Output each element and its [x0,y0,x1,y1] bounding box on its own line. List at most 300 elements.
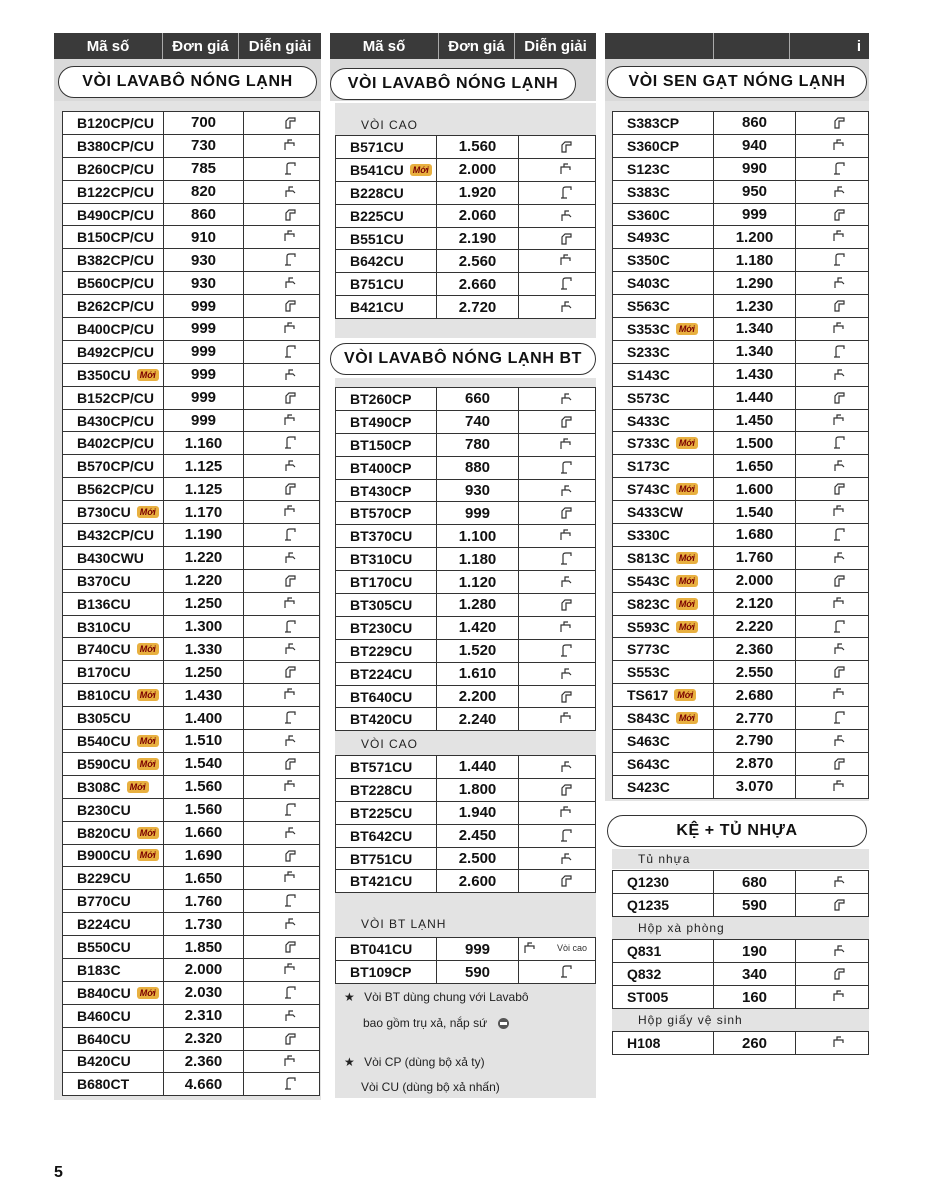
product-code [63,1005,163,1027]
product-price: 1.220 [163,547,243,569]
table-row [336,388,595,411]
faucet-icon [518,640,595,662]
product-code-text: B751CU [350,276,404,293]
table-header [605,33,869,59]
new-badge: Mới [127,781,149,793]
faucet-icon [795,684,868,706]
new-badge: Mới [676,598,698,610]
product-code-text: ST005 [627,989,669,1005]
product-code-text: B730CU [77,504,131,521]
product-code [63,753,163,775]
product-price: 1.430 [713,364,795,386]
faucet-icon [243,1051,319,1073]
product-code [63,112,163,134]
faucet-icon [243,181,319,203]
product-price: 1.100 [436,525,518,547]
price-table-tu-nhua [612,870,869,917]
product-price: 2.120 [713,593,795,615]
faucet-icon [795,776,868,798]
faucet-icon [243,295,319,317]
product-code [336,250,436,272]
faucet-icon [243,455,319,477]
product-price: 1.730 [163,913,243,935]
product-price: 2.770 [713,707,795,729]
product-code-text: S360CP [627,137,680,154]
faucet-icon [518,296,595,318]
table-row [63,936,319,959]
price-table-sen [612,111,869,799]
product-code-text: S383CP [627,114,680,131]
product-price: 3.070 [713,776,795,798]
product-price: 4.660 [163,1073,243,1095]
product-price: 785 [163,158,243,180]
product-code [63,478,163,500]
table-row [336,548,595,571]
product-code-text: BT370CU [350,528,413,545]
product-price: 999 [163,295,243,317]
table-row [63,432,319,455]
product-code-text: B170CU [77,664,131,681]
faucet-icon [795,410,868,432]
faucet-icon [795,616,868,638]
product-code-text: Q1235 [627,897,670,913]
product-code [613,593,713,615]
product-price: 1.560 [436,136,518,158]
faucet-icon [795,249,868,271]
product-price: 2.560 [436,250,518,272]
table-row [613,707,868,730]
table-row [613,524,868,547]
faucet-icon [243,249,319,271]
faucet-icon [243,387,319,409]
table-row [63,387,319,410]
new-badge: Mới [137,987,159,999]
product-code-text: B562CP/CU [77,481,155,498]
table-row [613,295,868,318]
table-row [613,730,868,753]
faucet-icon [243,547,319,569]
product-price: 1.230 [713,295,795,317]
product-code-text: B228CU [350,184,404,201]
product-price: 340 [713,963,795,985]
product-code-text: BT570CP [350,505,412,522]
product-code-text: B550CU [77,939,131,955]
product-price: 160 [713,986,795,1008]
sub-voi-bt-lanh: VÒI BT LẠNH [361,917,447,931]
product-price: 999 [436,938,518,960]
faucet-icon [795,455,868,477]
product-code [63,936,163,958]
table-row [336,205,595,228]
product-price: 1.180 [436,548,518,570]
faucet-icon [795,753,868,775]
new-badge: Mới [676,323,698,335]
table-row [63,707,319,730]
table-row [613,387,868,410]
product-price: 1.125 [163,478,243,500]
table-row [63,249,319,272]
faucet-icon [243,959,319,981]
table-row [63,570,319,593]
faucet-icon [243,272,319,294]
table-row [63,135,319,158]
table-row [63,982,319,1005]
product-code [336,525,436,547]
faucet-icon [795,593,868,615]
faucet-icon [243,1028,319,1050]
table-row [63,204,319,227]
faucet-icon [518,548,595,570]
product-code-text: B640CU [77,1030,131,1047]
table-row [336,756,595,779]
product-code-text: S553C [627,664,670,681]
new-badge: Mới [137,369,159,381]
table-row [63,226,319,249]
faucet-icon [243,135,319,157]
faucet-icon [795,158,868,180]
table-row [336,411,595,434]
product-price: 1.510 [163,730,243,752]
note-1 [344,990,529,1004]
product-code [63,135,163,157]
product-code-text: B551CU [350,230,404,247]
product-code [63,570,163,592]
header-price: Đơn giá [163,33,239,59]
product-price: 1.400 [163,707,243,729]
product-price: 1.920 [436,182,518,204]
product-code [613,249,713,271]
table-row [613,638,868,661]
table-row [613,940,868,963]
table-row [613,181,868,204]
faucet-icon [795,986,868,1008]
product-code-text: BT400CP [350,459,412,476]
column-sen [605,33,869,1052]
product-code-text: B260CP/CU [77,160,155,177]
product-code [63,822,163,844]
product-price: 1.160 [163,432,243,454]
price-table-hop-xa-phong [612,939,869,1009]
table-row [336,250,595,273]
product-code [63,318,163,340]
product-price: 999 [163,410,243,432]
product-code [336,802,436,824]
product-code-text: B136CU [77,595,131,612]
faucet-icon [518,411,595,433]
product-code-text: B430CWU [77,549,144,566]
section-title-lavabo: VÒI LAVABÔ NÓNG LẠNH [330,68,576,100]
new-badge: Mới [676,483,698,495]
product-code-text: BT751CU [350,850,413,867]
product-code [336,848,436,870]
product-code [63,799,163,821]
product-code [336,205,436,227]
table-row [336,663,595,686]
faucet-icon [795,432,868,454]
column-lavabo [54,33,321,1093]
faucet-icon [243,1073,319,1095]
faucet-icon [243,318,319,340]
product-code [63,982,163,1004]
product-code [613,295,713,317]
table-row [63,295,319,318]
product-price: 2.000 [713,570,795,592]
table-row [613,593,868,616]
product-code-text: B642CU [350,253,404,270]
product-code [613,871,713,893]
new-badge: Mới [137,506,159,518]
product-code [63,364,163,386]
product-code-text: B492CP/CU [77,343,155,360]
faucet-icon [243,913,319,935]
product-price: 1.125 [163,455,243,477]
product-code-text: B225CU [350,207,404,224]
table-row [336,802,595,825]
faucet-icon [795,135,868,157]
product-code-text: BT571CU [350,758,413,775]
table-row [63,455,319,478]
product-code-text: BT228CU [350,781,413,798]
product-price: 1.940 [436,802,518,824]
product-code-text: B420CU [77,1053,131,1070]
faucet-icon [518,756,595,778]
price-table-lavabo [62,111,320,1096]
note-1b: bao gồm trụ xả, nắp sứ [363,1016,488,1030]
product-code [63,684,163,706]
faucet-icon [518,825,595,847]
product-price: 1.450 [713,410,795,432]
product-code [336,617,436,639]
product-code-text: BT150CP [350,436,412,453]
table-row [63,684,319,707]
product-code [613,432,713,454]
section-title-sen: VÒI SEN GẠT NÓNG LẠNH [607,66,867,98]
faucet-icon [243,936,319,958]
product-price: 1.540 [163,753,243,775]
product-code-text: BT229CU [350,642,413,659]
faucet-icon [243,661,319,683]
faucet-icon [243,776,319,798]
product-price: 999 [436,502,518,524]
table-row [336,159,595,182]
product-price: 999 [163,364,243,386]
product-code-text: S813C [627,549,670,566]
product-code-text: BT041CU [350,941,413,957]
faucet-icon [518,388,595,410]
product-price: 999 [713,204,795,226]
table-row [336,848,595,871]
table-row [63,318,319,341]
table-row [63,1028,319,1051]
product-price: 1.760 [163,890,243,912]
product-code [63,524,163,546]
product-price: 1.280 [436,594,518,616]
note-2b: Vòi CU (dùng bộ xả nhấn) [361,1080,500,1094]
product-code-text: S233C [627,343,670,360]
product-code-text: S463C [627,732,670,749]
product-code [613,410,713,432]
product-price: 2.500 [436,848,518,870]
product-code-text: BT430CP [350,482,412,499]
product-code-text: B122CP/CU [77,183,155,200]
faucet-icon [795,112,868,134]
product-code-text: BT260CP [350,390,412,407]
faucet-icon [243,478,319,500]
product-code-text: S330C [627,526,670,543]
product-code [336,779,436,801]
faucet-icon [518,594,595,616]
product-price: 680 [713,871,795,893]
faucet-icon [518,525,595,547]
product-price: 1.650 [163,867,243,889]
product-code-text: B570CP/CU [77,458,155,475]
new-badge: Mới [137,689,159,701]
product-code-text: B421CU [350,299,404,316]
faucet-icon [518,136,595,158]
product-code [613,986,713,1008]
table-row [613,616,868,639]
price-table-bt-voi-cao [335,755,596,893]
header-code: Mã số [330,33,439,59]
new-badge: Mới [137,827,159,839]
product-code-text: BT420CU [350,711,413,728]
product-price: 2.550 [713,661,795,683]
product-price: 2.320 [163,1028,243,1050]
faucet-icon [795,963,868,985]
product-price: 1.250 [163,661,243,683]
new-badge: Mới [676,621,698,633]
table-row [336,434,595,457]
note-1a: Vòi BT dùng chung với Lavabô [364,990,529,1004]
product-price: 1.660 [163,822,243,844]
product-code-text: S843C [627,710,670,727]
product-price: 2.220 [713,616,795,638]
product-code [613,753,713,775]
section-title-ke-tu: KỆ + TỦ NHỰA [607,815,867,847]
header-desc-tail: i [856,37,861,55]
table-row [336,273,595,296]
product-code-text: B740CU [77,641,131,658]
product-code-text: BT421CU [350,873,413,890]
table-row [336,525,595,548]
note-2 [344,1055,485,1069]
product-price: 1.420 [436,617,518,639]
product-code [613,776,713,798]
product-price: 2.680 [713,684,795,706]
new-badge: Mới [676,712,698,724]
product-code-text: Q831 [627,943,662,959]
product-price: 730 [163,135,243,157]
product-code-text: S643C [627,755,670,772]
table-row [613,204,868,227]
product-code-text: B230CU [77,801,131,818]
product-price: 780 [436,434,518,456]
product-price: 880 [436,457,518,479]
table-row [613,776,868,799]
table-row [336,617,595,640]
new-badge: Mới [674,689,696,701]
product-code [63,501,163,523]
table-row [613,963,868,986]
product-code-text: S123C [627,160,670,177]
table-row [336,502,595,525]
table-row [63,112,319,135]
product-price: 660 [436,388,518,410]
product-price: 1.250 [163,593,243,615]
product-price: 2.450 [436,825,518,847]
faucet-icon [518,961,595,983]
product-code [336,480,436,502]
product-code [613,318,713,340]
product-code-text: Q1230 [627,874,670,890]
product-code [336,663,436,685]
table-row [63,959,319,982]
product-code [613,661,713,683]
product-code-text: B224CU [77,916,131,933]
product-code-text: B571CU [350,138,404,155]
product-code [63,432,163,454]
table-row [613,364,868,387]
product-price: 990 [713,158,795,180]
faucet-icon [795,204,868,226]
product-price: 2.030 [163,982,243,1004]
product-code [63,158,163,180]
faucet-icon [243,112,319,134]
product-code [336,938,436,960]
new-badge: Mới [137,643,159,655]
table-row [63,1051,319,1074]
product-code [63,1051,163,1073]
page-number: 5 [54,1164,63,1181]
faucet-icon [243,867,319,889]
new-badge: Mới [137,758,159,770]
header-desc: Diễn giải [524,37,587,55]
table-row [63,776,319,799]
faucet-icon [795,547,868,569]
product-code-text: B560CP/CU [77,275,155,292]
product-code-text: S383C [627,183,670,200]
product-code-text: B229CU [77,870,131,887]
product-code [336,870,436,892]
product-code [336,502,436,524]
product-price: 2.870 [713,753,795,775]
product-code [336,457,436,479]
product-code-text: B310CU [77,618,131,635]
product-code [63,638,163,660]
star-icon: ★ [344,1055,355,1069]
faucet-icon [795,730,868,752]
product-code-text: BT490CP [350,413,412,430]
product-price: 1.600 [713,478,795,500]
product-price: 1.290 [713,272,795,294]
product-code-text: B810CU [77,687,131,704]
product-price: 590 [436,961,518,983]
product-price: 260 [713,1032,795,1054]
note-2a: Vòi CP (dùng bộ xả ty) [364,1055,485,1069]
product-code-text: B490CP/CU [77,206,155,223]
product-code-text: BT224CU [350,665,413,682]
table-row [336,457,595,480]
product-code-text: BT305CU [350,596,413,613]
table-row [63,524,319,547]
header-desc: Diễn giải [248,37,312,55]
product-price: 1.440 [713,387,795,409]
product-code [63,295,163,317]
product-code [613,112,713,134]
product-code [336,548,436,570]
faucet-icon [518,870,595,892]
product-code [63,707,163,729]
